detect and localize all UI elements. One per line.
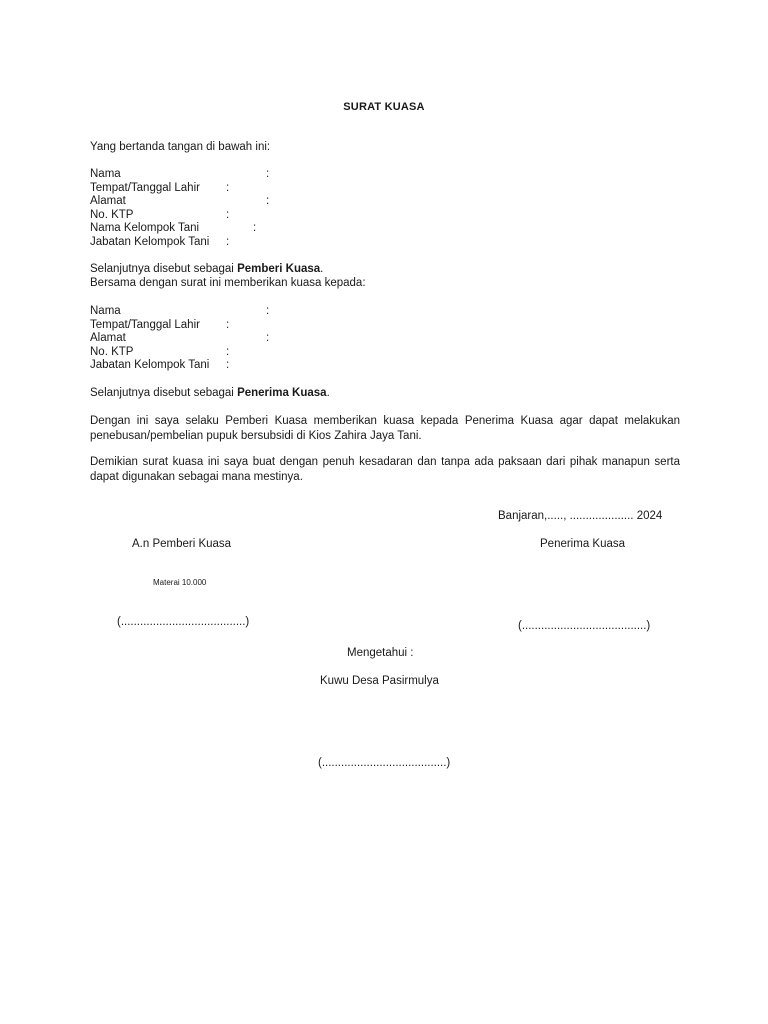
grantor-field-ktp xyxy=(90,209,680,223)
grantee-field-alamat xyxy=(90,332,680,346)
field-label: Alamat xyxy=(90,195,126,208)
field-colon: : xyxy=(253,222,257,235)
field-colon: : xyxy=(226,359,230,372)
grantee-field-nama xyxy=(90,305,680,319)
grantor-sign-line: (.......................................) xyxy=(117,616,250,628)
field-colon: : xyxy=(266,305,270,317)
field-colon: : xyxy=(226,235,230,248)
intro-text: Yang bertanda tangan di bawah ini: xyxy=(90,141,271,153)
grantee-field-ktp xyxy=(90,346,680,360)
grantor-field-jabatan xyxy=(90,236,680,250)
stamp-note: Materai 10.000 xyxy=(153,578,207,587)
field-colon: : xyxy=(266,332,270,345)
grantor-fields xyxy=(90,168,680,250)
grantor-field-ttl xyxy=(90,182,680,196)
purpose-paragraph: Dengan ini saya selaku Pemberi Kuasa memberikan kuasa kepada Penerima Kuasa agar dapat melakukan penebusan/pembelian pupuk bersubsidi di Kios Zahira Jaya Tani. xyxy=(90,415,680,442)
grantee-field-jabatan xyxy=(90,359,680,373)
official-title: Kuwu Desa Pasirmulya xyxy=(320,675,439,687)
grantee-statement xyxy=(90,387,680,401)
grantor-field-alamat xyxy=(90,195,680,209)
grantor-field-nama xyxy=(90,168,680,182)
field-colon: : xyxy=(226,181,230,194)
acknowledged-label: Mengetahui : xyxy=(347,647,414,659)
field-label: Nama xyxy=(90,168,121,180)
field-label: No. KTP xyxy=(90,208,134,221)
grantor-statement-prefix: Selanjutnya disebut sebagai xyxy=(90,263,238,275)
grantor-sign-label: A.n Pemberi Kuasa xyxy=(132,538,232,550)
grant-statement: Bersama dengan surat ini memberikan kuasa kepada: xyxy=(90,276,366,289)
field-label: Alamat xyxy=(90,332,126,345)
grantee-role: Penerima Kuasa xyxy=(237,387,327,399)
field-colon: : xyxy=(226,345,230,358)
grantee-statement-suffix: . xyxy=(326,387,330,399)
field-label: Jabatan Kelompok Tani xyxy=(90,235,210,248)
field-label: Tempat/Tanggal Lahir xyxy=(90,181,200,194)
grantor-field-kelompok xyxy=(90,222,680,236)
grantee-statement-prefix: Selanjutnya disebut sebagai xyxy=(90,387,238,399)
grantee-sign-label: Penerima Kuasa xyxy=(540,538,626,550)
grantee-fields xyxy=(90,305,680,373)
grantee-sign-line: (.......................................) xyxy=(518,620,651,632)
field-colon: : xyxy=(226,208,230,221)
closing-paragraph: Demikian surat kuasa ini saya buat dengan penuh kesadaran dan tanpa ada paksaan dari pihak manapun serta dapat digunakan sebagai mana mestinya. xyxy=(90,456,680,483)
grantor-statement xyxy=(90,263,680,290)
document-title: SURAT KUASA xyxy=(343,101,425,113)
official-sign-line: (.......................................) xyxy=(318,757,451,769)
field-label: Nama Kelompok Tani xyxy=(90,222,200,235)
grantor-role: Pemberi Kuasa xyxy=(237,263,321,275)
field-colon: : xyxy=(266,195,270,208)
place-date: Banjaran,....., .................... 2024 xyxy=(498,510,663,522)
field-colon: : xyxy=(266,168,270,180)
field-label: No. KTP xyxy=(90,345,134,358)
field-colon: : xyxy=(226,318,230,331)
field-label: Jabatan Kelompok Tani xyxy=(90,359,210,372)
grantor-statement-suffix: . xyxy=(320,263,324,275)
grantee-field-ttl xyxy=(90,319,680,333)
field-label: Tempat/Tanggal Lahir xyxy=(90,318,200,331)
field-label: Nama xyxy=(90,305,121,317)
